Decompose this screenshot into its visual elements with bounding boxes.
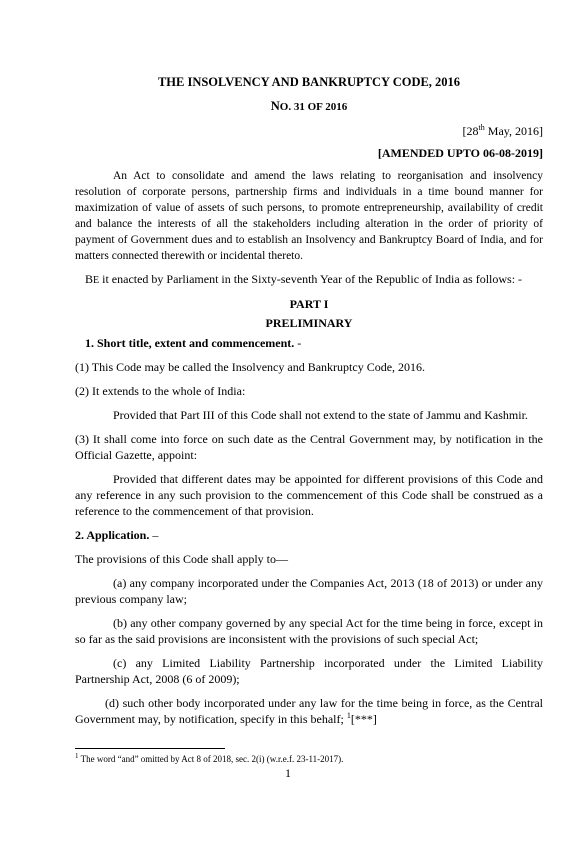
section-1-sub-2: (2) It extends to the whole of India: [75,384,246,398]
footnote-marker: 1 [75,752,79,760]
page-number: 1 [285,766,291,780]
section-2-heading-suffix: – [149,528,159,542]
document-page [75,74,543,727]
part-label: PART I [289,297,329,311]
section-1-heading-suffix: - [294,336,302,350]
section-2-clause-a: (a) any company incorporated under the Companies Act, 2013 (18 of 2013) or under any previous company law; [75,576,543,606]
section-1-sub-1: (1) This Code may be called the Insolvency and Bankruptcy Code, 2016. [75,360,426,374]
section-1-proviso-1: Provided that Part III of this Code shall not extend to the state of Jammu and Kashmir. [113,408,528,422]
section-2-clause-c: (c) any Limited Liability Partnership incorporated under the Limited Liability Partnership Act, 2008 (6 of 2009); [75,656,543,686]
section-2-clause-d-text: (d) such other body incorporated under any law for the time being in force, as the Central Government may, by notification, specify in this behalf; [75,696,543,726]
act-date-sup: th [478,123,485,132]
section-2-heading [75,527,543,543]
footnote-ref[interactable]: 1 [346,711,351,720]
section-2-clause-d [75,695,543,727]
part-title: PRELIMINARY [265,316,353,330]
enactment-first: B [85,272,94,286]
amended-note: [AMENDED UPTO 06-08-2019] [377,146,543,160]
section-1-heading [75,335,543,351]
section-1-heading-text: 1. Short title, extent and commencement. [85,336,295,350]
section-1-proviso-2: Provided that different dates may be appointed for different provisions of this Code and any reference in any such provision to the commencement of this Code shall be construed as a reference to the commencement of that provision. [75,472,543,518]
act-number-rest: O. 31 OF 2016 [279,101,348,113]
footnote-text: The word “and” omitted by Act 8 of 2018, sec. 2(i) (w.r.e.f. 23-11-2017). [78,754,344,764]
section-2-clause-d-end: [***] [350,712,377,726]
act-title: THE INSOLVENCY AND BANKRUPTCY CODE, 2016 [157,75,461,89]
act-date-post: May, 2016] [484,124,543,138]
section-2-clause-b: (b) any other company governed by any special Act for the time being in force, except in so far as the said provisions are inconsistent with the provisions of such special Act; [75,616,543,646]
act-number [75,98,543,115]
footnote-divider [75,748,225,749]
enactment-clause [75,271,543,289]
enactment-text: it enacted by Parliament in the Sixty-seventh Year of the Republic of India as follows: - [99,272,523,286]
section-2-intro: The provisions of this Code shall apply to— [75,552,288,566]
preamble: An Act to consolidate and amend the laws relating to reorganisation and insolvency resolution of corporate persons, partnership firms and individuals in a time bound manner for maximization of value of assets of such persons, to promote entrepreneurship, availability of credit and balance the interests of all the stakeholders including alteration in the order of priority of payment of Government dues and to establish an Insolvency and Bankruptcy Board of India, and for matters connected therewith or incidental thereto. [75,170,543,262]
act-date-pre: [28 [462,124,479,138]
section-2-heading-text: 2. Application. [75,528,150,542]
act-number-prefix: N [270,99,280,113]
section-1-sub-3: (3) It shall come into force on such date as the Central Government may, by notification in the Official Gazette, appoint: [75,432,543,462]
act-date [75,123,543,139]
enactment-caps: E [93,275,100,286]
footnote [75,754,543,765]
